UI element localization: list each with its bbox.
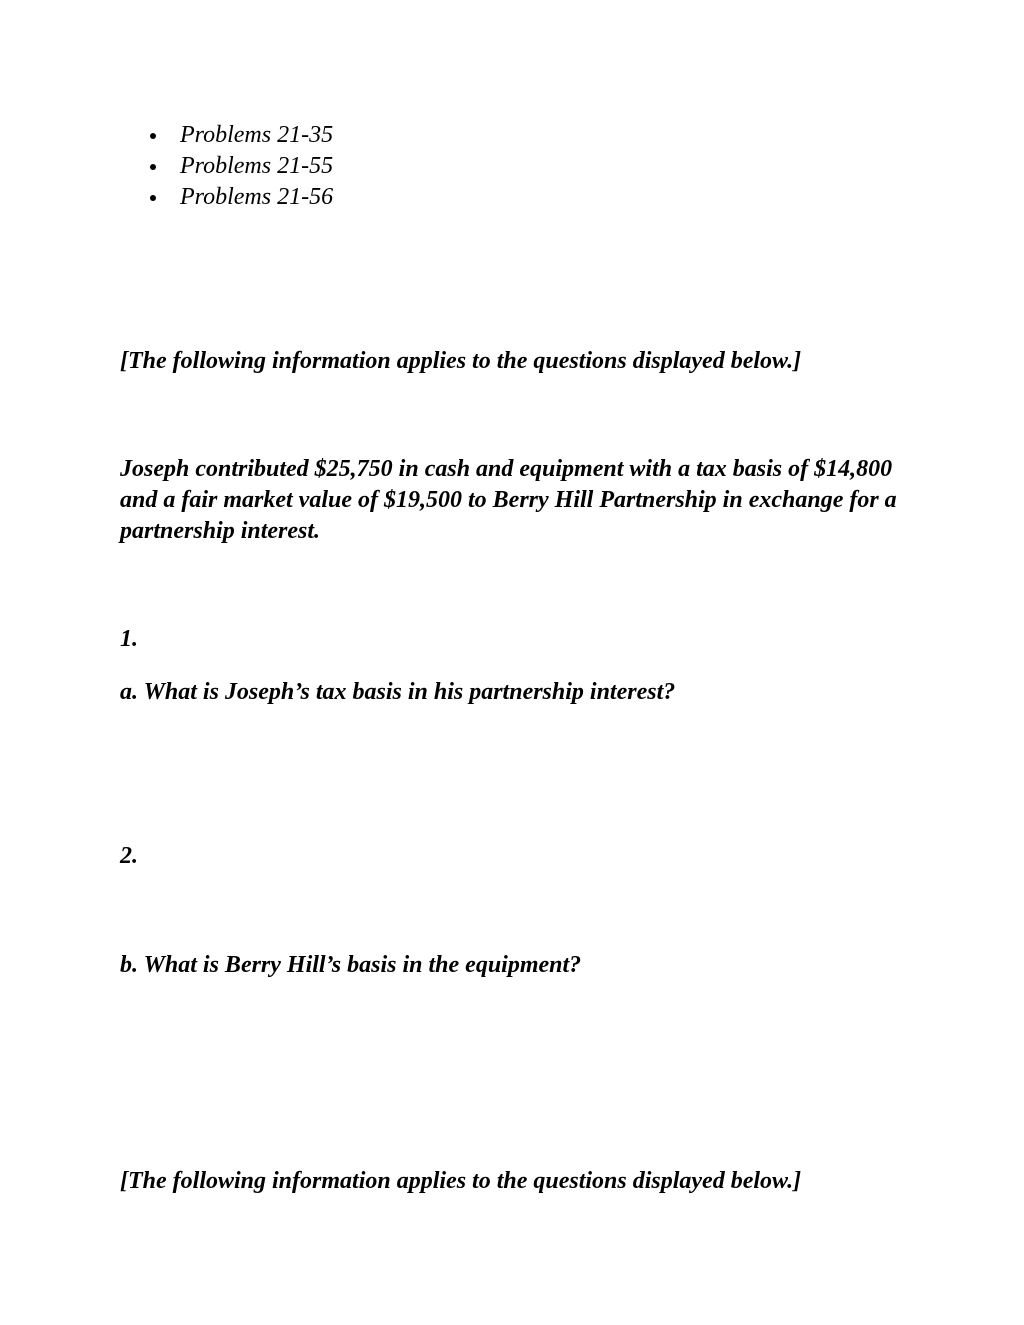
- question-text: b. What is Berry Hill’s basis in the equipment?: [120, 952, 582, 978]
- problem-list: [150, 120, 333, 213]
- list-item: [150, 182, 333, 213]
- question-text: a. What is Joseph’s tax basis in his partnership interest?: [120, 679, 676, 705]
- list-item: [150, 120, 333, 151]
- problem-label: Problems 21-55: [180, 153, 334, 179]
- bullet-icon: [150, 133, 156, 139]
- info-header: [The following information applies to the questions displayed below.]: [120, 1168, 802, 1194]
- question-number: 2.: [120, 843, 138, 869]
- question-number: 1.: [120, 626, 138, 652]
- problem-label: Problems 21-56: [180, 184, 334, 210]
- scenario-text: Joseph contributed $25,750 in cash and equipment with a tax basis of $14,800 and a fair market value of $19,500 to Berry Hill Partnership in exchange for a partnership interest.: [120, 456, 897, 544]
- bullet-icon: [150, 164, 156, 170]
- problem-label: Problems 21-35: [180, 122, 334, 148]
- bullet-icon: [150, 195, 156, 201]
- info-header: [The following information applies to the questions displayed below.]: [120, 348, 802, 374]
- list-item: [150, 151, 333, 182]
